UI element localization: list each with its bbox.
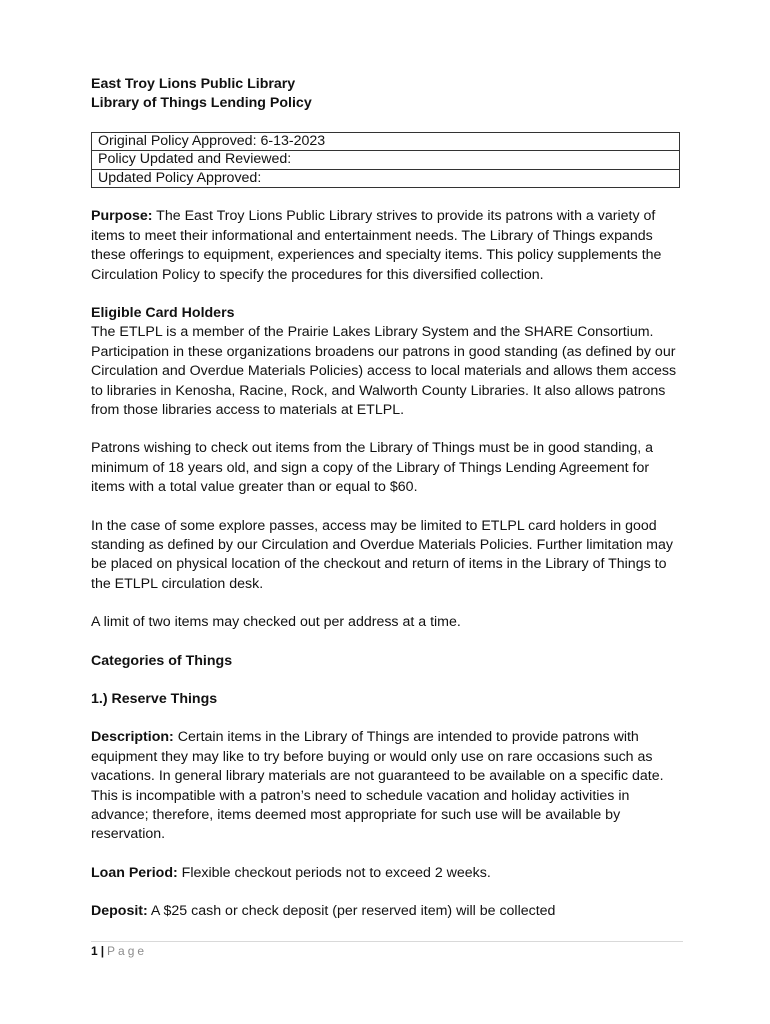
reserve-things-heading: 1.) Reserve Things	[91, 691, 218, 708]
deposit-text: A $25 cash or check deposit (per reserved item) will be collected	[147, 903, 556, 920]
purpose-paragraph	[91, 207, 683, 285]
page-number: 1	[91, 944, 98, 958]
description-label: Description:	[91, 729, 174, 746]
table-cell: Original Policy Approved: 6-13-2023	[92, 132, 680, 151]
table-row	[92, 151, 680, 170]
description-paragraph	[91, 728, 683, 844]
library-name: East Troy Lions Public Library	[91, 76, 296, 92]
deposit-paragraph	[91, 902, 683, 921]
eligible-paragraph-1: The ETLPL is a member of the Prairie Lakes Library System and the SHARE Consortium. Participation in these organizations broadens our patrons in good standing (as defined by our Circulation and Overdue Materials Policies) access to local materials and allows them access to libraries in Kenosha, Racine, Rock, and Walworth County Libraries. It also allows patrons from those libraries access to materials at ETLPL.	[91, 324, 677, 418]
purpose-text: The East Troy Lions Public Library strives to provide its patrons with a variety of items to meet their informational and entertainment needs. The Library of Things expands these offerings to equipment, experiences and specialty items. This policy supplements the Circulation Policy to specify the procedures for this diversified collection.	[91, 208, 662, 283]
table-row	[92, 169, 680, 188]
description-text: Certain items in the Library of Things are intended to provide patrons with equipment they may like to try before buying or would only use on rare occasions such as vacations. In general library materials are not guaranteed to be available on a specific date. This is incompatible with a patron’s need to schedule vacation and holiday activities in advance; therefore, items deemed most appropriate for such use will be available by reservation.	[91, 729, 664, 843]
deposit-label: Deposit:	[91, 903, 148, 920]
eligible-paragraph-4: A limit of two items may checked out per address at a time.	[91, 614, 461, 631]
loan-period-paragraph	[91, 864, 683, 883]
categories-heading: Categories of Things	[91, 652, 233, 669]
document-body	[91, 75, 683, 941]
loan-period-label: Loan Period:	[91, 864, 178, 881]
footer-separator: |	[100, 944, 105, 958]
table-cell: Policy Updated and Reviewed:	[92, 151, 680, 170]
table-cell: Updated Policy Approved:	[92, 169, 680, 188]
policy-approval-table	[91, 132, 680, 189]
page-footer	[91, 941, 683, 958]
policy-title: Library of Things Lending Policy	[91, 95, 312, 112]
loan-period-text: Flexible checkout periods not to exceed 2 weeks.	[177, 864, 491, 881]
eligible-heading: Eligible Card Holders	[91, 304, 235, 321]
table-row	[92, 132, 680, 151]
purpose-label: Purpose:	[91, 208, 153, 225]
eligible-paragraph-3: In the case of some explore passes, access may be limited to ETLPL card holders in good standing as defined by our Circulation and Overdue Materials Policies. Further limitation may be placed on physical location of the checkout and return of items in the Library of Things to the ETLPL circulation desk.	[91, 517, 673, 592]
page-label: Page	[107, 944, 148, 958]
eligible-paragraph-2: Patrons wishing to check out items from the Library of Things must be in good standing, a minimum of 18 years old, and sign a copy of the Library of Things Lending Agreement for items with a total value greater than or equal to $60.	[91, 440, 654, 496]
